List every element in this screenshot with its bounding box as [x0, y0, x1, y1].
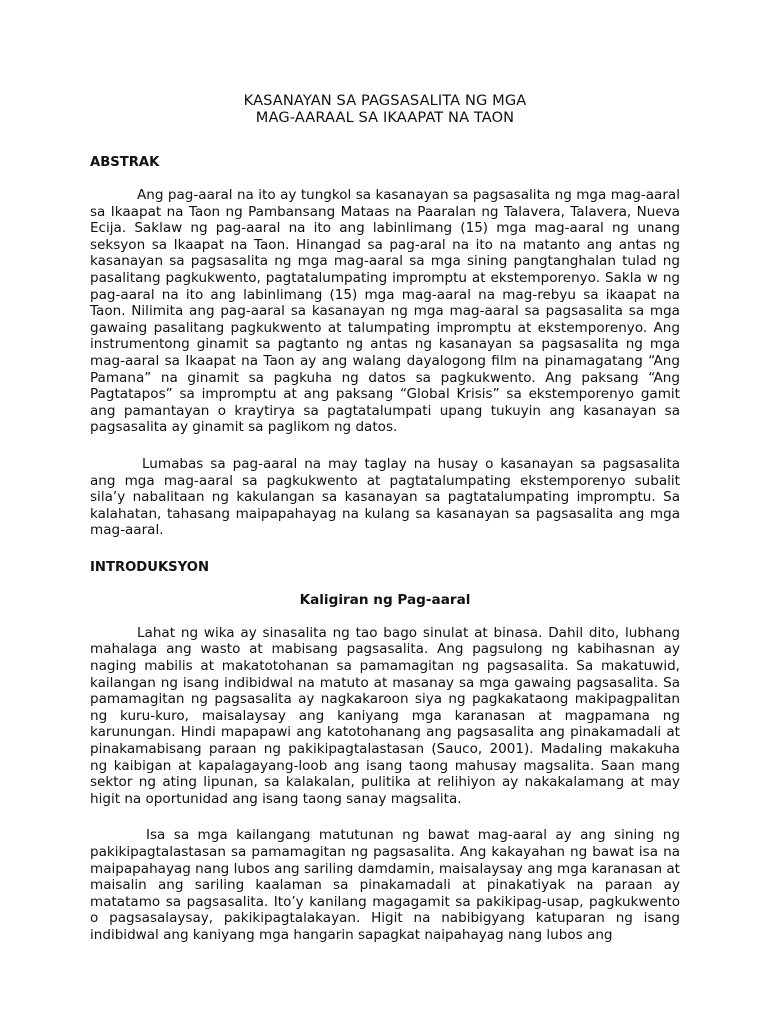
abstract-paragraph-2: Lumabas sa pag-aaral na may taglay na husay o kasanayan sa pagsasalita ang mga mag-aaral sa pagkukwento at pagtatalumpating ekstemporenyo subalit sila’y nabalitaan ng kakulangan sa kasanayan sa pagtatalumpating impromptu. Sa kalahatan, tahasang maipapahayag na kulang sa kasanayan sa pagsasalita ang mga mag-aaral. — [90, 455, 680, 539]
title-line-2: MAG-AARAAL SA IKAAPAT NA TAON — [255, 109, 515, 126]
title-line-1: KASANAYAN SA PAGSASALITA NG MGA — [243, 92, 527, 109]
document-page — [90, 92, 680, 944]
abstract-heading: ABSTRAK — [90, 155, 160, 170]
introduction-paragraph-1: Lahat ng wika ay sinasalita ng tao bago sinulat at binasa. Dahil dito, lubhang mahalaga ang wasto at mabisang pagsasalita. Ang pagsulong ng kabihasnan ay naging mabilis at makatotohanan sa pamamagitan ng pagsasalita. Sa makatuwid, kailangan ng isang indibidwal na matuto at masanay sa mga gawaing pagsasalita. Sa pamamagitan ng pagsasalita ay nagkakaroon siya ng pagkakataong makipagpalitan ng kuru-kuro, maisalaysay ang kaniyang mga karanasan at magpamana ng karunungan. Hindi mapapawi ang katotohanang ang pagsasalita ang pinakamadali at pinakamabisang paraan ng pakikipagtalastasan (Sauco, 2001). Madaling makakuha ng kaibigan at kapalagayang-loob ang isang taong mahusay magsalita. Saan mang sektor ng ating lipunan, sa kalakalan, pulitika at relihiyon ay nakakalamang at may higit na oportunidad ang isang taong sanay magsalita. — [90, 624, 680, 807]
abstract-paragraph-1: Ang pag-aaral na ito ay tungkol sa kasanayan sa pagsasalita ng mga mag-aaral sa Ikaapat na Taon ng Pambansang Mataas na Paaralan ng Talavera, Talavera, Nueva Ecija. Saklaw ng pag-aaral na ito ang labinlimang (15) mga mag-aaral ng unang seksyon sa Ikaapat na Taon. Hinangad sa pag-aral na ito na matanto ang antas ng kasanayan sa pagsasalita ng mga mag-aaral sa mga sining pangtanghalan tulad ng pasalitang pagkukwento, pagtatalumpating impromptu at ekstemporenyo. Sakla w ng pag-aaral na ito ang labinlimang (15) mga mag-aaral na mag-rebyu sa ikaapat na Taon. Nilimita ang pag-aaral sa kasanayan ng mga mag-aaral sa pagsasalita sa mga gawaing pasalitang pagkukwento at talumpating impromptu at ekstemporenyo. Ang instrumentong ginamit sa pagtanto ng antas ng kasanayan sa pagsasalita ng mga mag-aaral sa Ikaapat na Taon ay ang walang dayalogong film na pinamagatang “Ang Pamana” na ginamit sa pagkuha ng datos sa pagkukwento. Ang paksang “Ang Pagtatapos” sa impromptu at ang paksang “Global Krisis” sa ekstemporenyo gamit ang pamantayan o kraytirya sa pagtatalumpati upang tukuyin ang kasanayan sa pagsasalita ay ginamit sa paglikom ng datos. — [90, 187, 680, 436]
document-title — [90, 92, 680, 126]
introduction-heading: INTRODUKSYON — [90, 559, 210, 575]
introduction-paragraph-2: Isa sa mga kailangang matutunan ng bawat mag-aaral ay ang sining ng pakikipagtalastasan sa pamamagitan ng pagsasalita. Ang kakayahan ng bawat isa na maipapahayag nang lubos ang sariling damdamin, maisalaysay ang mga karanasan at maisalin ang sariling kaalaman sa pinakamadali at pinakatiyak na paraan ay matatamo sa pagsasalita. Ito’y kanilang magagamit sa pakikipag-usap, pagkukwento o pagsasalaysay, pakikipagtalakayan. Higit na nabibigyang katuparan ng isang indibidwal ang kaniyang mga hangarin sapagkat naipahayag nang lubos ang — [90, 827, 680, 943]
background-subheading: Kaligiran ng Pag-aaral — [299, 591, 471, 608]
